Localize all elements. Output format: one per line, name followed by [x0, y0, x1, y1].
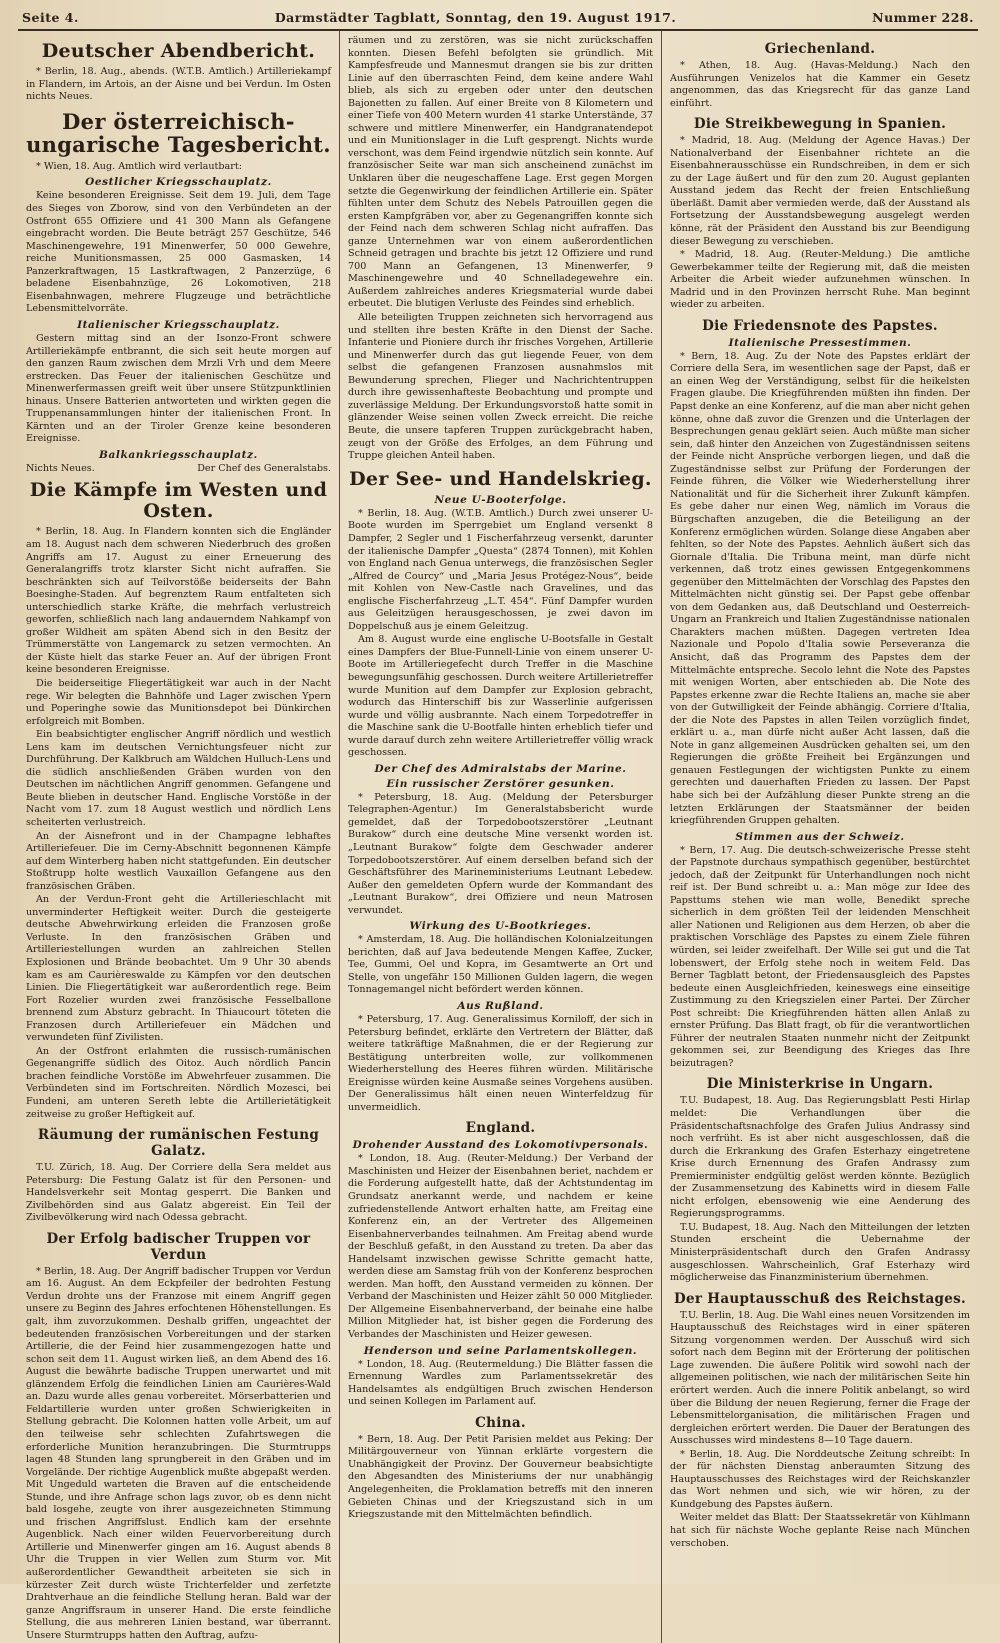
kaempfe-p1: * Berlin, 18. Aug. In Flandern konnten sich die Engländer am 18. August nach dem schweren Niederbruch des großen Angriffs am 17. August zu einer Erneuerung des Generalangriffs trotz klarster Sicht nicht aufraffen. Sie beschränkten sich auf Teilvorstöße beiderseits der Bahn Boesinghe-Staden. Auf begrenztem Raum entfalteten sich unterschiedlich starke Kräfte, die mehrfach verlustreich geworfen, schließlich nach lang andauerndem Nahkampf von großer Wildheit am späten Abend sich in den Besitz der Trümmerstätte von Langemarck zu setzen vermochten. An der Küste hielt das starke Feuer an. Auf der übrigen Front keine besonderen Ereignisse. [26, 526, 331, 676]
subhead-oestlicher: Oestlicher Kriegsschauplatz. [85, 176, 272, 189]
headline-zerstoerer: Ein russischer Zerstörer gesunken. [386, 777, 615, 790]
column-3 [662, 31, 978, 1643]
papst-p2: * Bern, 17. Aug. Die deutsch-schweizerische Presse steht der Papstnote durchaus sympathisch gegenüber, bestürchtet jedoch, daß der Zeitpunkt für Unterhandlungen noch nicht reif ist. Der Bund schreibt u. a.: Man möge zur Idee des Papsttums stehen wie man wolle, Benedikt spreche sicherlich in dem größten Teil der leidenden Menschheit aller Nationen und Religionen aus dem Herzen, ob aber die praktischen Vorschläge des Papstes zu einem Ziele führen würden, sei leider zweifelhaft. Der Wille sei gut und die Tat lobenswert, der Erfolg stehe noch in weitem Feld. Das Berner Tagblatt betont, der Friedensausgleich des Papstes bedeute einen Ausgleichfrieden, keineswegs eine einseitige Zustimmung zu den Kriegszielen einer Partei. Der Zürcher Post schreibt: Die Kriegführenden hätten allen Anlaß zu ernster Prüfung. Das Blatt fragt, ob für die verantwortlichen Führer der neutralen Staaten nunmehr nicht der Zeitpunkt gekommen sei, zur Beendigung des Krieges das Ihre beizutragen? [670, 844, 970, 1069]
oesterreich-east-text: Keine besonderen Ereignisse. Seit dem 19. Juli, dem Tage des Sieges von Zborow, sind von den Verbündeten an der Ostfront 655 Offiziere und 41 300 Mann als Gefangene eingebracht worden. Die Beute beträgt 257 Geschütze, 546 Maschinengewehre, 191 Minenwerfer, 50 000 Gewehre, reiche Munitionsmassen, 25 000 Gasmasken, 14 Panzerkraftwagen, 15 Lastkraftwagen, 2 Panzerzüge, 6 beladene Eisenbahnzüge, 26 Lokomotiven, 218 Eisenbahnwagen, mehrere Flugzeuge und beträchtliche Lebensmittelvorräte. [26, 190, 331, 315]
headline-seekrieg: Der See- und Handelskrieg. [349, 467, 652, 490]
headline-china: China. [475, 1414, 526, 1431]
article-zerstoerer: * Petersburg, 18. Aug. (Meldung der Petersburger Telegraphen-Agentur.) Im Generalstabsbericht wurde gemeldet, daß der Torpedobootszerstörer „Leutnant Burakow“ durch eine deutsche Mine versenkt worden ist. „Leutnant Burakow“ folgte dem Geschwader anderer Torpedobootszerstörer. Auf einem derselben befand sich der Geschäftsführer des Marineministeriums Leutnant Lebedew. Außer den gemeldeten Opfern wurde der Kommandant des „Leutnant Burakow“, drei Offiziere und neun Matrosen verwundet. [348, 791, 653, 916]
ungarn-p2: T.U. Budapest, 18. Aug. Nach den Mitteilungen der letzten Stunden erscheint die Uebernahme der Ministerpräsidentschaft durch den Grafen Andrassy ausgeschlossen. Wahrscheinlich, Graf Esterhazy wird möglicherweise das Finanzministerium übernehmen. [670, 1221, 970, 1284]
page-number: Seite 4. [22, 10, 79, 25]
headline-griechenland: Griechenland. [764, 41, 876, 57]
headline-wirkung: Wirkung des U-Bootkrieges. [409, 920, 592, 933]
balkan-text: Nichts Neues. [26, 462, 95, 474]
headline-ungarn: Die Ministerkrise in Ungarn. [706, 1076, 934, 1093]
article-wirkung: * Amsterdam, 18. Aug. Die holländischen Kolonialzeitungen berichten, daß auf Java bedeutende Mengen Kaffee, Zucker, Tee, Gummi, Oel und Kopra, im Gesamtwerte an Ort und Stelle, von ungefähr 150 Millionen Gulden lagern, die wegen Tonnagemangel nicht befördert werden können. [348, 934, 653, 996]
column-1 [18, 31, 340, 1643]
oesterreich-italy-text: Gestern mittag sind an der Isonzo-Front schwere Artilleriekämpfe entbrannt, die sich seit heute morgen auf den ganzen Raum zwischen dem Mrzli Vrh und dem Meere erstrecken. Das Feuer der italienischen Geschütze und Minenwerfermassen greift weit über unsere Stützpunktlinien hinaus. Unsere Batterien antworteten und wirkten gegen die Truppenansammlungen hinter der italienischen Front. In Kärnten und an der Tiroler Grenze keine besonderen Ereignisse. [26, 332, 331, 445]
hauptausschuss-p1: T.U. Berlin, 18. Aug. Die Wahl eines neuen Vorsitzenden im Hauptausschuß des Reichstages wird in einer späteren Sitzung vorgenommen werden. Der Ausschuß wird sich sofort nach dem Beginn mit der Erörterung der politischen Lage zuwenden. Die äußere Politik wird sowohl nach der allgemeinen politischen, wie nach der militärischen Seite hin erörtert werden. Auch die innere Politik anbelangt, so wird über die Bildung der neuen Regierung, ferner die Frage der Lebensmittelorganisation, die militärischen Fragen und dergleichen erörtert werden. Die Dauer der Beratungen des Ausschusses wird mindestens 8—10 Tage dauern. [670, 1309, 970, 1447]
hauptausschuss-p2: * Berlin, 18. Aug. Die Norddeutsche Zeitung schreibt: In der für nächsten Dienstag anberaumten Sitzung des Hauptausschusses des Reichstages wird der Reichskanzler das Wort nehmen und sich, wie wir hören, zu der Kundgebung des Papstes äußern. [670, 1448, 970, 1510]
headline-baden: Der Erfolg badischer Truppen vor Verdun [46, 1230, 311, 1263]
issue-number: Nummer 228. [872, 10, 974, 25]
headline-russland: Aus Rußland. [457, 1000, 544, 1012]
oesterreich-intro: * Wien, 18. Aug. Amtlich wird verlautbart: [36, 160, 242, 172]
subhead-pressestimmen: Italienische Pressestimmen. [728, 336, 912, 349]
subhead-lokomotivpersonal: Drohender Ausstand des Lokomotivpersonals. [352, 1139, 649, 1152]
seekrieg-p1: * Berlin, 18. Aug. (W.T.B. Amtlich.) Durch zwei unserer U-Boote wurden im Sperrgebiet um England versenkt 8 Dampfer, 2 Segler und 1 Fischerfahrzeug versenkt, darunter der italienische Dampfer „Questa“ (2874 Tonnen), mit Kohlen von England nach Genua unterwegs, die französischen Segler „Alfred de Courcy“ und „Maria Jesus Protégez-Nous“, beide mit Kohlen von New-Castle nach Gravelines, und das englische Fischerfahrzeug „L.T. 454“. Fünf Dampfer wurden aus Geleitzügen herausgeschossen, je zwei davon im Doppelschuß aus je einem Geleitzug. [348, 507, 653, 632]
headline-hauptausschuss: Der Hauptausschuß des Reichstages. [673, 1290, 967, 1307]
headline-papst: Die Friedensnote des Papstes. [702, 317, 938, 334]
headline-abendbericht: Deutscher Abendbericht. [41, 40, 316, 62]
headline-oesterreich: Der österreichisch-ungarische Tagesbericht. [26, 108, 331, 158]
article-russland: * Petersburg, 17. Aug. Generalissimus Korniloff, der sich in Petersburg befindet, erklärte den Vertretern der Blätter, daß weitere tatkräftige Maßnahmen, die er der Regierung zur Bestätigung unterbreiten wolle, zur vollkommenen Wiederherstellung des Heeres führen würden. Militärische Ereignisse würden keine Ausmaße seines Vorgehens ausüben. Der Generalissimus hält einen neuen Winterfeldzug für unvermeidlich. [348, 1014, 653, 1113]
baden-p1: * Berlin, 18. Aug. Der Angriff badischer Truppen vor Verdun am 16. August. An dem Eckpfeiler der bedrohten Festung Verdun drohte uns der Franzose mit einem Angriff gegen unsere zu Beginn des Jahres erfochtenen Höhenstellungen. Es galt, ihm zuvorzukommen. Deshalb griffen, ungeachtet der bedeutenden französischen Vorbereitungen und der starken Artillerie, die der Feind hier zusammengezogen hatte und schon seit dem 11. August wirken ließ, an dem Abend des 16. August die bewährte badische Truppen unerwartet und mit glänzendem Erfolg die feindlichen Linien am Caurières-Wald an. Dazu wurde alles genau vorbereitet. Mörserbatterien und Feldartillerie wurden unter großen Schwierigkeiten in Stellung gebracht. Die Kolonnen hatten volle Arbeit, um auf den teilweise sehr schlechten Zufahrtswegen die erforderliche Munition heranzubringen. Die Sturmtrupps lagen 48 Stunden lang sprungbereit in den Gräben und im Vorgelände. Der richtige Augenblick mußte abgepaßt werden. Mit Ungeduld warteten die Braven auf die entscheidende Stunde, und ihre Anfrage schon lags zuvor, ob es denn nicht bald losgehe, zeugte von ihrer ausgezeichneten Stimmung und frischen Angriffslust. Endlich kam der ersehnte Augenblick. Nach einer wilden Feuervorbereitung durch Artillerie und Minenwerfer gingen am 16. August abends 8 Uhr die Truppen in vier Wellen zum Sturm vor. Mit außerordentlicher Gewandtheit arbeiteten sie sich in kürzester Zeit durch wüste Trichterfelder und zerfetzte Drahtverhaue an die feindliche Stellung heran. Bald war der ganze Angriffsraum in unserer Hand. Die erste feindliche Stellung, die aus mehreren Linien bestand, war überrannt. Unsere Sturmtrupps hatten den Auftrag, aufzu- [26, 1265, 331, 1641]
england-p2: * London, 18. Aug. (Reutermeldung.) Die Blätter fassen die Ernennung Wardles zum Parlamentssekretär des Handelsamtes als endgültigen Bruch zwischen Henderson und seinen Kollegen im Parlament auf. [348, 1358, 653, 1408]
subhead-henderson: Henderson und seine Parlamentskollegen. [363, 1344, 638, 1357]
kaempfe-p3: Ein beabsichtigter englischer Angriff nördlich und westlich Lens kam im deutschen Vernichtungsfeuer nicht zur Durchführung. Der Kalkbruch am Wäldchen Hulluch-Lens und die südlich anschließenden Gräben wurden von den Deutschen im nächtlichen Angriff genommen. Gefangene und Beute blieben in deutscher Hand. Englische Vorstöße in der Nacht vom 17. zum 18 August westlich und nördlich Lens scheiterten verlustreich. [26, 729, 331, 828]
signature-admiralstab: Der Chef des Admiralstabs der Marine. [374, 762, 627, 775]
kaempfe-p5: An der Verdun-Front geht die Artillerieschlacht mit unverminderter Heftigkeit weiter. Durch die gesteigerte deutsche Abwehrwirkung erleiden die Franzosen große Verluste. In den französischen Gräben und Artilleriestellungen wurden an zahlreichen Stellen Explosionen und Brände beobachtet. Um 9 Uhr 30 abends kam es am Caurièreswalde zu Kämpfen vor den deutschen Linien. Die Fliegertätigkeit war außerordentlich rege. Beim Fort Rozelier wurden zwei französische Fesselballone brennend zum Absturz gebracht. In Thiaucourt töteten die Franzosen durch Artilleriefeuer ein Mädchen und verwundeten fünf Zivilisten. [26, 894, 331, 1044]
masthead [18, 10, 978, 31]
columns [18, 31, 978, 1641]
ungarn-p1: T.U. Budapest, 18. Aug. Das Regierungsblatt Pesti Hirlap meldet: Die Verhandlungen über die Präsidentschaftsnachfolge des Grafen Julius Andrassy sind noch verfrüht. Es ist aber nicht ausgeschlossen, daß die durch die Erkrankung des Grafen Esterhazy eingetretene Krise durch Ernennung des Grafen Andrassy zum Premierminister endgültig gelöst werden könnte. Bezüglich der Zusammensetzung des Kabinetts wird in diesem Falle nicht erfolgen, ebensowenig wie eine Aenderung des Regierungsprogramms. [670, 1095, 970, 1220]
subhead-schweiz: Stimmen aus der Schweiz. [735, 830, 905, 843]
spanien-p1: * Madrid, 18. Aug. (Meldung der Agence Havas.) Der Nationalverband der Eisenbahner richtete an die Eisenbahnerausschüsse ein Rundschreiben, in dem er sich zu der Lage äußert und für den zum 20. August geplanten Ausstand jedem das Recht der freien Entschließung überläßt. Damit aber vermieden werde, daß der Ausstand als Fortsetzung der Ausstandsbewegung ausgelegt werden könne, rät der Präsident den Ausstand bis zur Beendigung dieser Bewegung zu verschieben. [670, 135, 970, 247]
kaempfe-p4: An der Aisnefront und in der Champagne lebhaftes Artilleriefeuer. Die im Cerny-Abschnitt begonnenen Kämpfe auf dem Winterberg haben nicht stattgefunden. Ein deutscher Stoßtrupp holte westlich Vauxaillon Gefangene aus den französischen Gräben. [26, 830, 331, 892]
headline-kaempfe: Die Kämpfe im Westen und Osten. [29, 478, 328, 523]
headline-england: England. [465, 1120, 536, 1137]
balkan-line [26, 463, 331, 474]
subhead-u-booterfolge: Neue U-Booterfolge. [434, 493, 567, 506]
newspaper-title-date: Darmstädter Tagblatt, Sonntag, den 19. August 1917. [274, 10, 677, 25]
article-abendbericht: * Berlin, 18. Aug., abends. (W.T.B. Amtlich.) Artilleriekampf in Flandern, im Artois, an der Aisne und bei Verdun. Im Osten nichts Neues. [26, 66, 331, 103]
article-galatz: T.U. Zürich, 18. Aug. Der Corriere della Sera meldet aus Petersburg: Die Festung Galatz ist für den Personen- und Handelsverkehr seit Montag gesperrt. Die Banken und Zivilbehörden sind aus Galatz abgereist. Ein Teil der Zivilbevölkerung wird nach Odessa gebracht. [26, 1162, 331, 1224]
subhead-balkan: Balkankriegsschauplatz. [99, 448, 258, 461]
baden-continuation: räumen und zu zerstören, was sie nicht zurückschaffen konnten. Diesen Befehl befolgten sie gründlich. Mit Kampfesfreude und Mannesmut drangen sie bis zur dritten Linie auf den überraschten Feind, dem keine andere Wahl blieb, als sich zu ergeben oder unter den deutschen Bajonetten zu fallen. Auf einer Breite von 8 Kilometern und einer Tiefe von 400 Metern wurden 41 starke Unterstände, 37 schwere und mittlere Minenwerfer, ein Handgranatendepot und ein Munitionslager in die Luft gesprengt. Nichts wurde verschont, was dem Feind irgendwie nützlich sein konnte. Auf französischer Seite war man sich anscheinend zunächst im Unklaren über die neugeschaffene Lage. Erst gegen Morgen setzte die Gegenwirkung der feindlichen Artillerie ein. Später fühlten unter dem Schutz des Nebels Patrouillen gegen die ersten Kampfgräben vor, aber zu Gegenangriffen konnte sich der Feind nach dem schweren Schlag nicht aufraffen. Das ganze Unternehmen war von einem außerordentlichen Schneid getragen und brachte bis jetzt 12 Offiziere und rund 700 Mann an Gefangenen, 13 Minenwerfer, 9 Maschinengewehre und 40 Schnelladegewehre ein. Außerdem zahlreiches anderes Kriegsmaterial wurde dabei erbeutet. Die blutigen Verluste des Feindes sind erheblich. [348, 35, 653, 310]
signature-generalstab: Der Chef des Generalstabs. [197, 462, 331, 474]
kaempfe-p6: An der Ostfront erlahmten die russisch-rumänischen Gegenangriffe südlich des Oitoz. Auch nördlich Pancin brachen feindliche Vorstöße im Abwehrfeuer zusammen. Die Verbündeten sind im Fortschreiten. Nördlich Mozesci, bei Fundeni, am unteren Sereth lebte die Artillerietätigkeit zeitweise zu großer Heftigkeit auf. [26, 1045, 331, 1120]
spanien-p2: * Madrid, 18. Aug. (Reuter-Meldung.) Die amtliche Gewerbekammer teilte der Regierung mit, daß die meisten Arbeiter die Arbeit wieder aufzunehmen wünschen. In Madrid und in den Provinzen herrscht Ruhe. Man beginnt wieder zu arbeiten. [670, 249, 970, 311]
column-2 [340, 31, 662, 1643]
headline-galatz: Räumung der rumänischen Festung Galatz. [37, 1127, 320, 1160]
article-griechenland: * Athen, 18. Aug. (Havas-Meldung.) Nach den Ausführungen Venizelos hat die Kammer ein Gesetz angenommen, das das Kriegsrecht für das ganze Land einführt. [670, 60, 970, 109]
hauptausschuss-p3: Weiter meldet das Blatt: Der Staatssekretär von Kühlmann hat sich für nächste Woche geplante Reise nach München verschoben. [670, 1512, 970, 1549]
england-p1: * London, 18. Aug. (Reuter-Meldung.) Der Verband der Maschinisten und Heizer der Eisenbahnen beriet, nachdem er die Forderung aufgestellt hatte, daß der Achtstundentag im Grundsatz anerkannt werde, und nachdem er keine zufriedenstellende Antwort erhalten hatte, am Freitag eine Konferenz ein, an der Vertreter des Allgemeinen Eisenbahnerverbandes teilnahmen. Am Freitag abend wurde der Beschluß gefaßt, in den Ausstand zu treten. Da aber das Handelsamt inzwischen gewisse Schritte gemacht hatte, werden diese am Samstag früh von der Konferenz besprochen werden. Man hofft, den Ausstand vermeiden zu können. Der Verband der Maschinisten und Heizer zählt 50 000 Mitglieder. Der Allgemeine Eisenbahnerverband, der beinahe eine halbe Million Mitglieder hat, ist bisher gegen die Forderung des Verbandes der Maschinisten und Heizer gewesen. [348, 1153, 653, 1341]
headline-spanien: Die Streikbewegung in Spanien. [693, 116, 947, 133]
baden-p2: Alle beteiligten Truppen zeichneten sich hervorragend aus und stellten ihre besten Kräfte in den Dienst der Sache. Infanterie und Pioniere durch ihr frisches Vorgehen, Artillerie und Minenwerfer durch das gut liegende Feuer, von dem selbst die gefangenen Franzosen ausnahmslos mit Bewunderung sprechen, Flieger und Nachrichtentruppen durch ihre gewissenhafteste Beobachtung und prompte und zuverlässige Meldung. Der Erkundungsvorstoß hatte somit in glänzender Weise seinen vollen Zweck erreicht. Die reiche Beute, die unsere tapferen Truppen zurückgebracht haben, zeugt von der Größe des Erfolges, an dem Führung und Truppe gleichen Anteil haben. [348, 312, 653, 462]
article-china: * Bern, 18. Aug. Der Petit Parisien meldet aus Peking: Der Militärgouverneur von Yünnan erklärte vorgestern die Unabhängigkeit der Provinz. Der Gouverneur beabsichtigte den Abgesandten des Ministeriums der nur unabhängig Angelegenheiten, die Proklamation betreffs mit den inneren Gebieten Chinas und der Kriegszustand sich in um Kriegszustande mit den Mittelmächten befindlich. [348, 1433, 653, 1521]
seekrieg-p2: Am 8. August wurde eine englische U-Bootsfalle in Gestalt eines Dampfers der Blue-Funnell-Linie von einem unserer U-Boote im Artilleriegefecht durch Treffer in die Maschine bewegungsunfähig geschossen. Durch weitere Artillerietreffer wurde Munition auf dem Dampfer zur Explosion gebracht, wodurch das Hinterschiff bis zur Wasserlinie aufgerissen wurde und völlig ausbrannte. Nach einem Torpedotreffer in die Maschine sank die U-Bootfalle hinten erheblich tiefer und wurde darauf durch zehn weitere Artillerietreffer völlig wrack geschossen. [348, 634, 653, 759]
papst-p1: * Bern, 18. Aug. Zu der Note des Papstes erklärt der Corriere della Sera, im wesentlichen sage der Papst, daß er an einen Weg der Verständigung, selbst für die heikelsten Fragen glaube. Die Kriegführenden müßten ihn finden. Der Papst denke an eine Konferenz, auf die man aber nicht gehen könne, ohne daß zuvor die Grenzen und die Unterlagen der Besprechungen genau geklärt seien. Auch müßte man sicher sein, daß hinter den Anzeichen von Zugeständnissen seitens der Feinde nicht Ansprüche verborgen liegen, und daß die Zugeständnisse selbst zur Prüfung der Forderungen der Feinde führen, die Völker wie Wiederherstellung ihrer Nationalität und für die Sicherheit ihrer Zukunft kämpfen. Es gebe daher nur einen Weg, nämlich im Voraus die Bürgschaften anzugeben, die die Beteiligung an der Konferenz ermöglichen würden. Solange diese Angaben aber fehlten, so der Note des Papstes. Aehnlich äußert sich das Giornale d'Italia. Die Tribuna meint, man dürfe nicht verkennen, daß trotz eines gewissen Entgegenkommens gegenüber den Mittelmächten der Vorschlag des Papstes den Mittelmächten nicht günstig sei. Der Papst gebe offenbar von dem Gedanken aus, daß Deutschland und Oesterreich-Ungarn an Frankreich und Italien Zugeständnisse nationalen Charakters machen müßten. Dagegen vertreten Idea Nazionale und Popolo d'Italia sowie Perseveranza die Ansicht, daß das Programm des Papstes dem der Mittelmächte entspreche. Secolo lehnt die Note des Papstes mit wenigen Worten, aber entschieden ab. Die Note des Papstes erkenne zwar die Rechte Italiens an, mache sie aber von der Gutwilligkeit der Feinde abhängig. Corriere d'Italia, der die Note des Papstes in allen Teilen vorzüglich findet, erklärt u. a., man dürfe nicht außer Acht lassen, daß die Note in ganz allgemeinen Ausdrücken gehalten sei, um den Regierungen die größte Freiheit bei Ergänzungen und genauen Festlegungen der wichtigsten Punkte zu einem gerechten und dauerhaften Frieden zu lassen. Der Papst habe sich bei der Aufzählung dieser Punkte streng an die letzten Erklärungen der Staatsmänner der beiden kriegführenden Gruppen gehalten. [670, 350, 970, 827]
kaempfe-p2: Die beiderseitige Fliegertätigkeit war auch in der Nacht rege. Wir belegten die Bahnhöfe und Lager zwischen Ypern und Poperinghe sowie das Munitionsdepot bei Dünkirchen erfolgreich mit Bomben. [26, 677, 331, 727]
subhead-italienischer: Italienischer Kriegsschauplatz. [77, 318, 280, 331]
